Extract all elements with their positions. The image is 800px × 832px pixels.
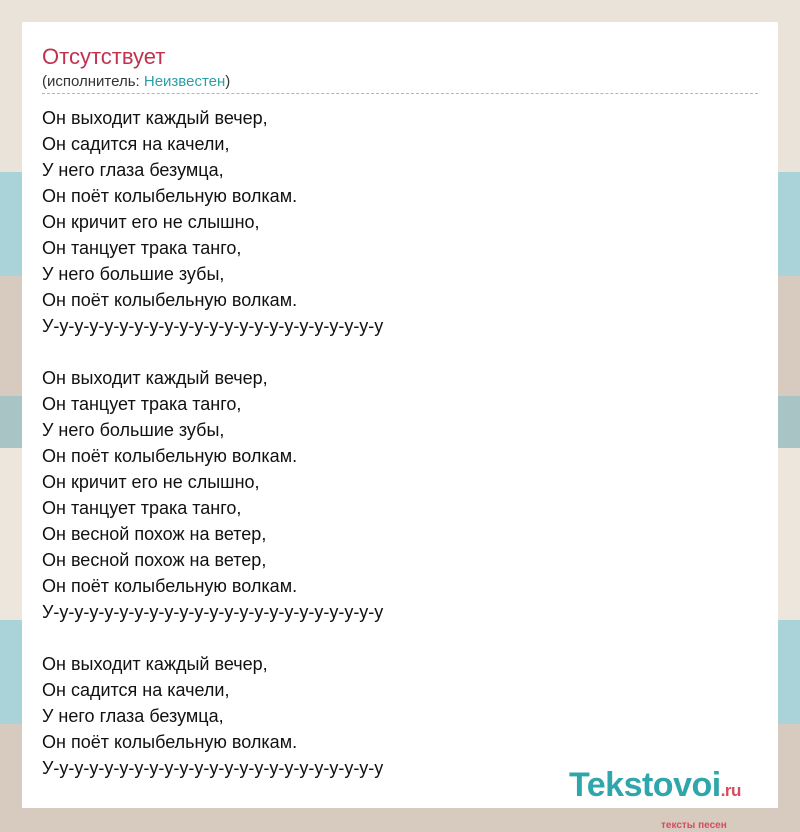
lyrics-line: Он поёт колыбельную волкам. bbox=[42, 186, 298, 206]
song-title: Отсутствует bbox=[42, 44, 166, 69]
lyrics-line: У-у-у-у-у-у-у-у-у-у-у-у-у-у-у-у-у-у-у-у-у-у-у bbox=[42, 602, 384, 622]
lyrics-stanza bbox=[42, 365, 742, 625]
lyrics-line: Он поёт колыбельную волкам. bbox=[42, 290, 298, 310]
lyrics-stanza bbox=[42, 105, 742, 339]
lyrics-line: У него большие зубы, bbox=[42, 420, 225, 440]
lyrics-line: У-у-у-у-у-у-у-у-у-у-у-у-у-у-у-у-у-у-у-у-у-у-у bbox=[42, 758, 384, 778]
artist-suffix: ) bbox=[225, 73, 231, 90]
lyrics-line: Он танцует трака танго, bbox=[42, 238, 242, 258]
logo-main-text: Tekstovoi bbox=[569, 766, 721, 804]
lyrics-text bbox=[42, 105, 742, 781]
logo-subtitle: тексты песен bbox=[661, 820, 727, 831]
lyrics-line: Он поёт колыбельную волкам. bbox=[42, 732, 298, 752]
lyrics-card bbox=[22, 22, 778, 831]
lyrics-line: Он кричит его не слышно, bbox=[42, 212, 260, 232]
lyrics-line: Он садится на качели, bbox=[42, 134, 230, 154]
lyrics-line: Он садится на качели, bbox=[42, 680, 230, 700]
lyrics-line: У него глаза безумца, bbox=[42, 706, 224, 726]
lyrics-line: Он выходит каждый вечер, bbox=[42, 368, 268, 388]
title-divider bbox=[42, 93, 758, 94]
lyrics-line: Он выходит каждый вечер, bbox=[42, 654, 268, 674]
lyrics-line: Он танцует трака танго, bbox=[42, 394, 242, 414]
lyrics-line: У него большие зубы, bbox=[42, 264, 225, 284]
logo-tld: .ru bbox=[720, 781, 741, 800]
artist-link[interactable]: Неизвестен bbox=[143, 73, 226, 90]
artist-prefix: (исполнитель: bbox=[42, 73, 144, 90]
logo-wordmark bbox=[569, 766, 741, 805]
lyrics-line: Он кричит его не слышно, bbox=[42, 472, 260, 492]
lyrics-line: Он весной похож на ветер, bbox=[42, 550, 267, 570]
lyrics-stanza bbox=[42, 651, 742, 781]
lyrics-line: Он весной похож на ветер, bbox=[42, 524, 267, 544]
lyrics-line: Он поёт колыбельную волкам. bbox=[42, 576, 298, 596]
lyrics-line: Он поёт колыбельную волкам. bbox=[42, 446, 298, 466]
lyrics-line: У-у-у-у-у-у-у-у-у-у-у-у-у-у-у-у-у-у-у-у-у-у-у bbox=[42, 316, 384, 336]
lyrics-line: У него глаза безумца, bbox=[42, 160, 224, 180]
artist-line bbox=[42, 73, 230, 90]
lyrics-line: Он танцует трака танго, bbox=[42, 498, 242, 518]
lyrics-line: Он выходит каждый вечер, bbox=[42, 108, 268, 128]
site-logo[interactable] bbox=[569, 766, 779, 831]
